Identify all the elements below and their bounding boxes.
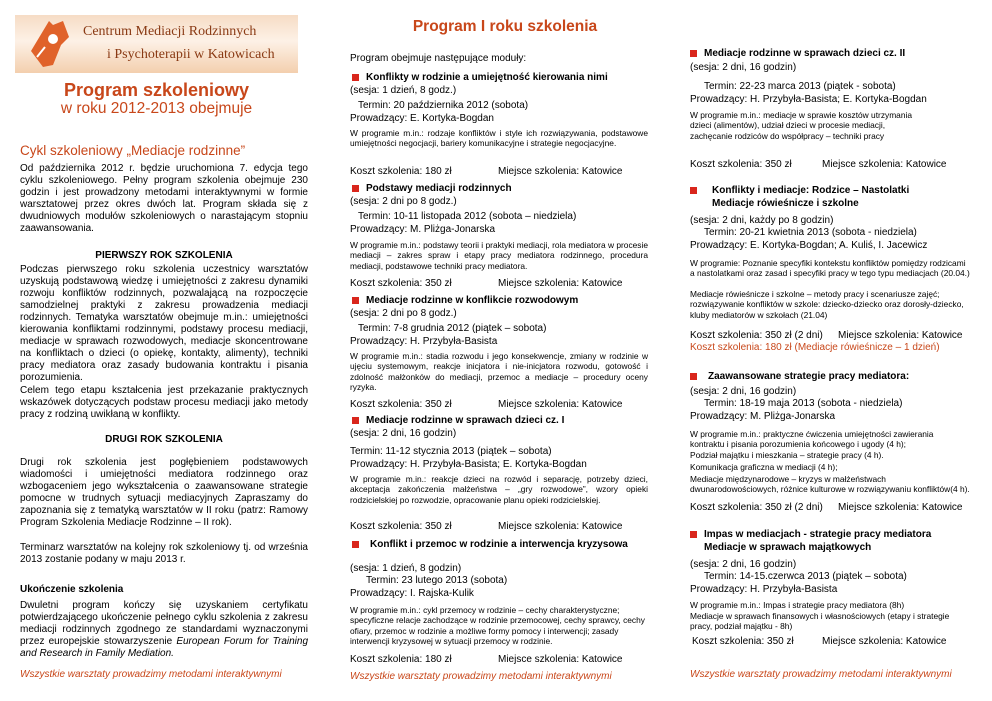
middle-footer: Wszystkie warsztaty prowadzimy metodami interaktywnymi (350, 671, 612, 682)
module-trainers: Prowadzący: H. Przybyła-Basista; E. Kortyka-Bogdan (690, 94, 927, 105)
module-program-3: Komunikacja graficzna w mediacji (4 h); (690, 462, 838, 472)
bullet-icon (690, 531, 697, 538)
second-year-heading: DRUGI ROK SZKOLENIA (105, 434, 223, 445)
logo-banner (15, 15, 298, 73)
module-place: Miejsce szkolenia: Katowice (498, 278, 623, 289)
first-year-text: Podczas pierwszego roku szkolenia uczestnicy warsztatów uzyskują podstawową wiedzę i umiejętności z zakresu dynamiki rozwoju konfliktów rodzinnych, pozwalającą na rozpoczęcie samodzielnej praktyki z zakresu prowadzenia mediacji rodzinnych. Tematyka warsztatów obejmuje m.in.: umiejętności kierowania konfliktami rodzinnymi, podstawy procesu mediacji, mediacje w sprawach rozwodowych, mediacje skoncentrowane na konfliktach o dzieci (o opiekę, kontakty, alimenty), techniki pracy mediatora oraz zasady budowania kontraktu i pisania porozumienia. (20, 264, 308, 383)
module-title: Podstawy mediacji rodzinnych (366, 183, 512, 194)
bullet-icon (690, 50, 697, 57)
module-cost: Koszt szkolenia: 350 zł (350, 278, 452, 289)
module-title: Mediacje rodzinne w konflikcie rozwodowym (366, 295, 579, 306)
module-title-line2: Mediacje rówieśnicze i szkolne (712, 198, 859, 209)
module-program-2: Podział majątku i mieszkania – strategie pracy (4 h). (690, 450, 884, 460)
module-program-4: Mediacje międzynarodowe – kryzys w małżeństwach dwunarodowościowych, różnice kulturowe w rozwiązywaniu konfliktów(4 h). (690, 474, 970, 495)
module-session: (sesja: 2 dni po 8 godz.) (350, 196, 457, 207)
module-title-line2: Mediacje w sprawach majątkowych (704, 542, 872, 553)
module-date: Termin: 23 lutego 2013 (sobota) (366, 575, 508, 586)
module-program: W programie m.in.: stadia rozwodu i jego konsekwencje, zmiany w rodzinie w ujęciu systemowym, reakcje inicjatora i nie-inicjatora rozwodu, gotowość i zdolność małżonków do mediacji, przemoc a mediacje – procedury oceny ryzyka. (350, 351, 648, 392)
module-cost: Koszt szkolenia: 350 zł (690, 159, 792, 170)
module-session: (sesja: 1 dzień, 8 godz.) (350, 85, 457, 96)
bullet-icon (690, 187, 697, 194)
module-cost: Koszt szkolenia: 180 zł (350, 654, 452, 665)
module-title: Mediacje rodzinne w sprawach dzieci cz. II (704, 48, 906, 59)
module-title-line1: Konflikty i mediacje: Rodzice – Nastolatki (712, 185, 910, 196)
mediation-logo-icon (23, 17, 75, 71)
module-program: W programie m.in.: praktyczne ćwiczenia umiejętności zawierania kontraktu i pisania porozumienia końcowego i ugody (4 h); (690, 429, 934, 450)
module-trainers: Prowadzący: H. Przybyła-Basista (690, 584, 838, 595)
module-session: (sesja: 2 dni, każdy po 8 godzin) (690, 215, 834, 226)
module-cost: Koszt szkolenia: 180 zł (350, 166, 452, 177)
module-program: W programie m.in.: reakcje dzieci na rozwód i separację, potrzeby dzieci, akceptacja zakończenia małżeństwa – „gry rozwodowe”, wzory opieki rodzicielskiej po rozwodzie, opracowanie planu opieki rodzicielskiej. (350, 474, 648, 505)
module-date: Termin: 11-12 stycznia 2013 (piątek – sobota) (350, 446, 552, 457)
module-session: (sesja: 2 dni, 16 godzin) (690, 62, 797, 73)
module-cost-note: Koszt szkolenia: 180 zł (Mediacje rówieśnicze – 1 dzień) (690, 342, 940, 353)
module-trainers: Prowadzący: M. Pliżga-Jonarska (690, 411, 836, 422)
module-trainers: Prowadzący: I. Rajska-Kulik (350, 588, 474, 599)
bullet-icon (352, 185, 359, 192)
right-footer: Wszystkie warsztaty prowadzimy metodami interaktywnymi (690, 669, 952, 680)
left-footer: Wszystkie warsztaty prowadzimy metodami interaktywnymi (20, 669, 282, 680)
module-session: (sesja: 2 dni, 16 godzin) (350, 428, 457, 439)
module-session: (sesja: 2 dni, 16 godzin) (690, 386, 797, 397)
module-place: Miejsce szkolenia: Katowice (498, 399, 623, 410)
module-cost: Koszt szkolenia: 350 zł (692, 636, 794, 647)
second-year-schedule: Terminarz warsztatów na kolejny rok szkoleniowy tj. od września 2013 zostanie podany w maju 2013 r. (20, 542, 308, 565)
module-cost: Koszt szkolenia: 350 zł (350, 521, 452, 532)
module-trainers: Prowadzący: H. Przybyła-Basista; E. Kortyka-Bogdan (350, 459, 587, 470)
first-year-program-title: Program I roku szkolenia (412, 18, 598, 35)
module-program: W programie m.in.: cykl przemocy w rodzinie – cechy charakterystyczne; specyficzne relacje zachodzące w rodzinie przemocowej, cechy sprawcy, cechy ofiary, przemoc w rodzinie a możliwe formy pomocy i interwencji; zasady interwencji kryzysowej w sytuacji przemocy w rodzinie. (350, 605, 645, 646)
module-place: Miejsce szkolenia: Katowice (838, 330, 963, 341)
module-cost: Koszt szkolenia: 350 zł (350, 399, 452, 410)
module-title: Mediacje rodzinne w sprawach dzieci cz. I (366, 415, 565, 426)
module-date: Termin: 18-19 maja 2013 (sobota - niedziela) (704, 398, 903, 409)
module-program: W programie m.in.: mediacje w sprawie kosztów utrzymania dzieci (alimentów), udział dzieci w procesie mediacji, zachęcanie rodziców do współpracy – techniki pracy (690, 110, 913, 141)
bullet-icon (352, 74, 359, 81)
completion-heading: Ukończenie szkolenia (20, 584, 124, 595)
module-session: (sesja: 2 dni, 16 godzin) (690, 559, 797, 570)
module-session: (sesja: 2 dni po 8 godz.) (350, 308, 457, 319)
cycle-intro: Od października 2012 r. będzie uruchomiona 7. edycja tego cyklu szkoleniowego. Pełny program szkolenia obejmuje 230 godzin i jest prowadzony metodami interaktywnymi w formie warsztatowej przez okres dwóch lat. Program składa się z dwudniowych modułów szkoleniowych o narastającym stopniu zaawansowania. (20, 163, 308, 234)
module-date: Termin: 22-23 marca 2013 (piątek - sobota) (704, 81, 896, 92)
bullet-icon (352, 297, 359, 304)
module-title-line1: Impas w mediacjach - strategie pracy mediatora (704, 529, 932, 540)
bullet-icon (690, 373, 697, 380)
module-date: Termin: 10-11 listopada 2012 (sobota – niedziela) (358, 211, 577, 222)
module-place: Miejsce szkolenia: Katowice (822, 636, 947, 647)
module-trainers: Prowadzący: E. Kortyka-Bogdan; A. Kuliś, I. Jacewicz (690, 240, 928, 251)
second-year-text: Drugi rok szkolenia jest pogłębieniem podstawowych wiadomości i umiejętności mediatora rodzinnego oraz wzbogaceniem jego wykształcenia o zaawansowane strategie pomocne w trudnych sytuacji mediacyjnych Zapraszamy do zapoznania się z tematyką warsztatów w II roku (patrz: Ramowy Program Szkolenia Mediacje Rodzinne – II rok). (20, 457, 308, 528)
module-place: Miejsce szkolenia: Katowice (822, 159, 947, 170)
first-year-goal: Celem tego etapu kształcenia jest przekazanie praktycznych wskazówek dotyczących podstaw procesu mediacji jako metody pracy z rodziną uwikłaną w konflikty. (20, 385, 308, 420)
module-title: Konflikt i przemoc w rodzinie a interwencja kryzysowa (370, 539, 628, 550)
logo-text-line1: Centrum Mediacji Rodzinnych (83, 24, 257, 39)
module-title: Zaawansowane strategie pracy mediatora: (708, 371, 910, 382)
module-date: Termin: 20 października 2012 (sobota) (358, 100, 529, 111)
modules-intro: Program obejmuje następujące moduły: (350, 53, 527, 64)
module-date: Termin: 7-8 grudnia 2012 (piątek – sobota) (358, 323, 547, 334)
bullet-icon (352, 417, 359, 424)
module-date: Termin: 14-15.czerwca 2013 (piątek – sobota) (704, 571, 907, 582)
module-trainers: Prowadzący: M. Pliżga-Jonarska (350, 224, 496, 235)
program-subtitle: w roku 2012-2013 obejmuje (60, 100, 253, 117)
first-year-heading: PIERWSZY ROK SZKOLENIA (95, 250, 233, 261)
module-place: Miejsce szkolenia: Katowice (498, 654, 623, 665)
module-cost: Koszt szkolenia: 350 zł (2 dni) (690, 502, 823, 513)
module-place: Miejsce szkolenia: Katowice (838, 502, 963, 513)
completion-text: Dwuletni program kończy się uzyskaniem certyfikatu potwierdzającego ukończenie pełnego cyklu szkolenia z zakresu mediacji rodzinnych zgodnego ze standardami wyznaczonymi przez europejskie stowarzyszenie European Forum for Training and Research in Family Mediation. (20, 600, 309, 659)
program-title: Program szkoleniowy (63, 80, 250, 100)
module-program: W programie m.in.: rodzaje konfliktów i style ich rozwiązywania, podstawowe umiejętności negocjacji, bariery komunikacyjne i strategie negocjacyjne. (350, 128, 648, 149)
module-place: Miejsce szkolenia: Katowice (498, 166, 623, 177)
module-trainers: Prowadzący: E. Kortyka-Bogdan (350, 113, 494, 124)
cycle-heading: Cykl szkoleniowy „Mediacje rodzinne” (20, 143, 246, 158)
module-program-2: Mediacje rówieśnicze i szkolne – metody pracy i scenariusze zajęć; rozwiązywanie konfliktów w szkole: dziecko-dziecko oraz dorosły-dziecko, kluby mediatorów w szkołach (21.04) (690, 289, 964, 320)
module-session: (sesja: 1 dzień, 8 godzin) (350, 563, 462, 574)
logo-text-line2: i Psychoterapii w Katowicach (107, 47, 275, 62)
module-program: W programie: Poznanie specyfiki kontekstu konfliktów pomiędzy rodzicami a nastolatkami oraz zasad i specyfiki pracy w tego typu mediacjach (20.04.) (690, 258, 970, 279)
module-program: W programie m.in.: Impas i strategie pracy mediatora (8h) (690, 600, 905, 610)
module-trainers: Prowadzący: H. Przybyła-Basista (350, 336, 498, 347)
module-program: W programie m.in.: podstawy teorii i praktyki mediacji, rola mediatora w procesie mediacji – zakres spraw i etapy pracy mediatora rodzinnego, procedura mediacji, podstawowe techniki pracy mediatora. (350, 240, 648, 271)
module-cost: Koszt szkolenia: 350 zł (2 dni) (690, 330, 823, 341)
module-place: Miejsce szkolenia: Katowice (498, 521, 623, 532)
module-program-2: Mediacje w sprawach finansowych i własnościowych (etapy i strategie pracy, podział majątku - 8h) (690, 611, 950, 632)
module-date: Termin: 20-21 kwietnia 2013 (sobota - niedziela) (704, 227, 917, 238)
module-title: Konflikty w rodzinie a umiejętność kierowania nimi (366, 72, 608, 83)
